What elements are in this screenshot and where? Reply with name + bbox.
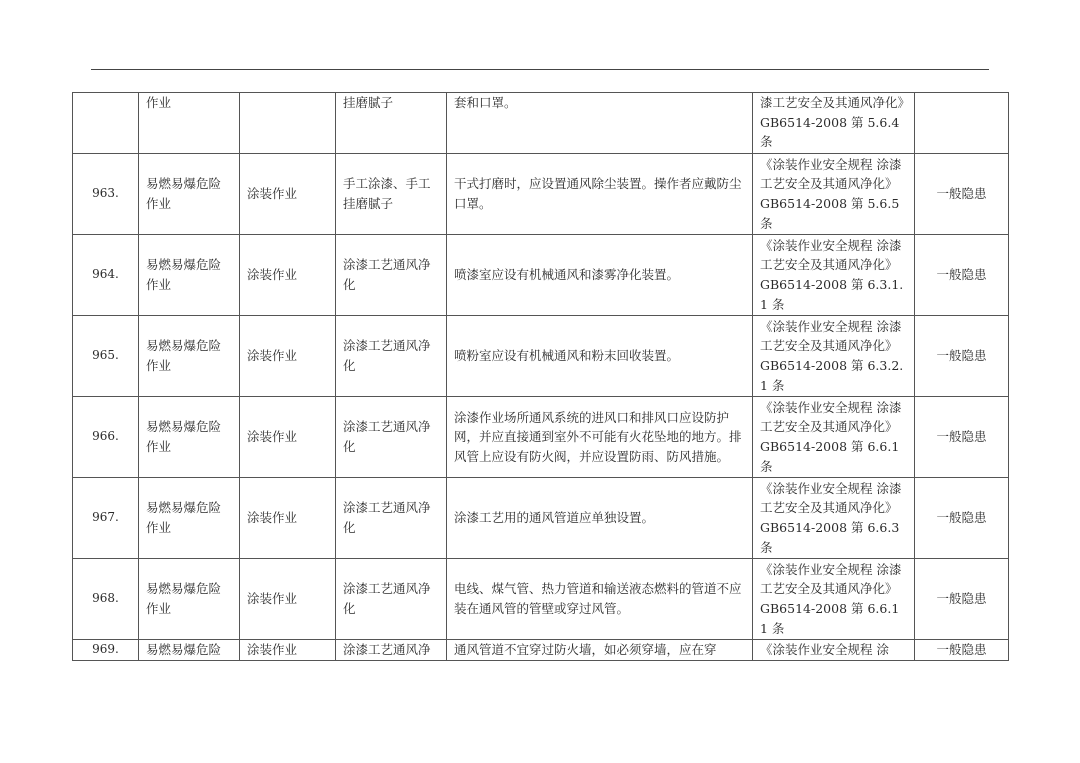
requirement-text: 电线、煤气管、热力管道和输送液态燃料的管道不应装在通风管的管壁或穿过风管。: [447, 559, 753, 640]
requirement-text: 涂漆作业场所通风系统的进风口和排风口应设防护网，并应直接通到室外不可能有火花坠地的地方。排风管上应设有防火阀，并应设置防雨、防风措施。: [447, 397, 753, 478]
hazard-category: 易燃易爆危险作业: [139, 559, 240, 640]
row-number: 968.: [73, 559, 139, 640]
table-row: [73, 478, 1009, 559]
regulation-basis: 《涂装作业安全规程 涂漆工艺安全及其通风净化》GB6514-2008 第 6.6.1 条: [753, 397, 915, 478]
regulation-basis: 《涂装作业安全规程 涂漆工艺安全及其通风净化》GB6514-2008 第 6.6.3 条: [753, 478, 915, 559]
regulation-basis: 漆工艺安全及其通风净化》GB6514-2008 第 5.6.4 条: [753, 93, 915, 154]
work-type: 涂装作业: [240, 154, 336, 235]
regulation-basis: 《涂装作业安全规程 涂漆工艺安全及其通风净化》GB6514-2008 第 6.3.2.1 条: [753, 316, 915, 397]
row-number: 963.: [73, 154, 139, 235]
row-number: 964.: [73, 235, 139, 316]
hazard-category: 易燃易爆危险: [139, 640, 240, 661]
work-type: 涂装作业: [240, 559, 336, 640]
regulation-basis: 《涂装作业安全规程 涂漆工艺安全及其通风净化》GB6514-2008 第 6.6.11 条: [753, 559, 915, 640]
work-type: 涂装作业: [240, 235, 336, 316]
hazard-level: 一般隐患: [915, 478, 1009, 559]
hazard-table: [72, 92, 1009, 661]
table-row: [73, 154, 1009, 235]
hazard-category: 易燃易爆危险作业: [139, 235, 240, 316]
hazard-level: 一般隐患: [915, 640, 1009, 661]
table-row: [73, 93, 1009, 154]
hazard-level: 一般隐患: [915, 559, 1009, 640]
work-item: 手工涂漆、手工挂磨腻子: [336, 154, 447, 235]
hazard-category: 易燃易爆危险作业: [139, 478, 240, 559]
hazard-level: 一般隐患: [915, 316, 1009, 397]
work-type: 涂装作业: [240, 397, 336, 478]
hazard-level: 一般隐患: [915, 154, 1009, 235]
table-row: [73, 316, 1009, 397]
work-type: 涂装作业: [240, 478, 336, 559]
hazard-category: 易燃易爆危险作业: [139, 154, 240, 235]
hazard-category: 作业: [139, 93, 240, 154]
work-item: 涂漆工艺通风净化: [336, 316, 447, 397]
hazard-level: 一般隐患: [915, 397, 1009, 478]
row-number: 967.: [73, 478, 139, 559]
regulation-basis: 《涂装作业安全规程 涂漆工艺安全及其通风净化》GB6514-2008 第 5.6.5 条: [753, 154, 915, 235]
work-item: 涂漆工艺通风净化: [336, 397, 447, 478]
table-row: [73, 397, 1009, 478]
row-number: [73, 93, 139, 154]
row-number: 969.: [73, 640, 139, 661]
requirement-text: 通风管道不宜穿过防火墙，如必须穿墙，应在穿: [447, 640, 753, 661]
requirement-text: 喷粉室应设有机械通风和粉末回收装置。: [447, 316, 753, 397]
row-number: 965.: [73, 316, 139, 397]
hazard-category: 易燃易爆危险作业: [139, 316, 240, 397]
requirement-text: 涂漆工艺用的通风管道应单独设置。: [447, 478, 753, 559]
hazard-level: [915, 93, 1009, 154]
hazard-category: 易燃易爆危险作业: [139, 397, 240, 478]
row-number: 966.: [73, 397, 139, 478]
work-item: 挂磨腻子: [336, 93, 447, 154]
work-type: [240, 93, 336, 154]
hazard-level: 一般隐患: [915, 235, 1009, 316]
work-item: 涂漆工艺通风净化: [336, 235, 447, 316]
work-item: 涂漆工艺通风净化: [336, 478, 447, 559]
work-type: 涂装作业: [240, 640, 336, 661]
table-row: [73, 235, 1009, 316]
requirement-text: 干式打磨时，应设置通风除尘装置。操作者应戴防尘口罩。: [447, 154, 753, 235]
regulation-basis: 《涂装作业安全规程 涂: [753, 640, 915, 661]
work-item: 涂漆工艺通风净: [336, 640, 447, 661]
regulation-basis: 《涂装作业安全规程 涂漆工艺安全及其通风净化》GB6514-2008 第 6.3.1.1 条: [753, 235, 915, 316]
work-item: 涂漆工艺通风净化: [336, 559, 447, 640]
table-row: [73, 640, 1009, 661]
table-row: [73, 559, 1009, 640]
work-type: 涂装作业: [240, 316, 336, 397]
header-rule: [91, 69, 989, 70]
requirement-text: 喷漆室应设有机械通风和漆雾净化装置。: [447, 235, 753, 316]
requirement-text: 套和口罩。: [447, 93, 753, 154]
